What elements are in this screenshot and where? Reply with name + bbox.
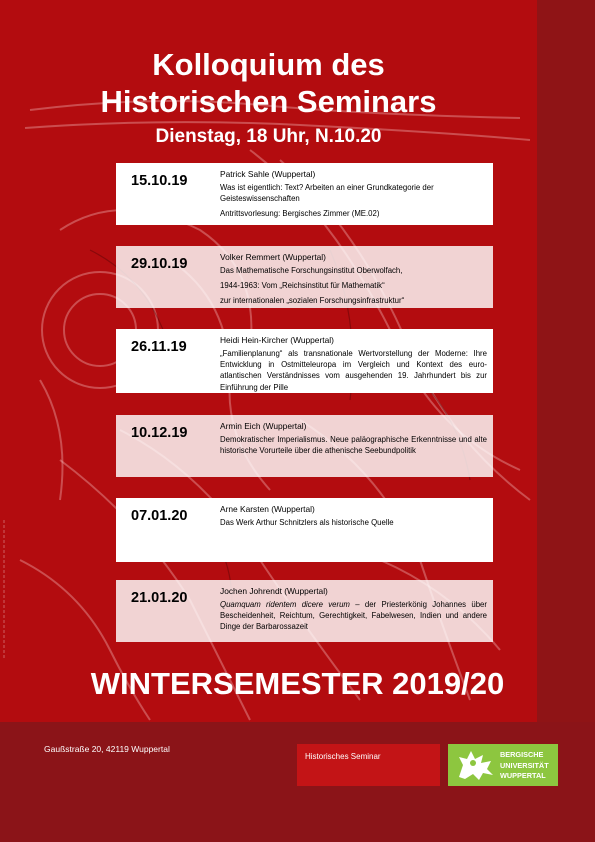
title-line-2: Historischen Seminars (100, 84, 437, 119)
semester-heading: WINTERSEMESTER 2019/20 (90, 666, 505, 701)
event-speaker: Armin Eich (Wuppertal) (220, 421, 307, 431)
event-card (116, 415, 493, 477)
logo-text (500, 750, 549, 782)
event-date: 15.10.19 (131, 173, 188, 189)
footer (0, 722, 595, 842)
event-date: 26.11.19 (131, 339, 187, 355)
event-card (116, 163, 493, 225)
event-title-rest: – der Priesterkönig Johannes über Bescheidenheit, Reichtum, Gerechtigkeit, Fabelwesen, Indien und andere Dinge der Barbarossazeit (220, 600, 487, 632)
logo-line-3: WUPPERTAL (500, 771, 546, 780)
event-card (116, 329, 493, 393)
event-note: Antrittsvorlesung: Bergisches Zimmer (ME.02) (220, 209, 380, 219)
subtitle: Dienstag, 18 Uhr, N.10.20 (155, 126, 382, 147)
event-date: 21.01.20 (131, 590, 188, 606)
event-speaker: Arne Karsten (Wuppertal) (220, 504, 315, 514)
event-speaker: Patrick Sahle (Wuppertal) (220, 169, 316, 179)
event-date: 07.01.20 (131, 508, 188, 524)
event-title: Das Werk Arthur Schnitzlers als historische Quelle (220, 518, 394, 527)
event-speaker: Volker Remmert (Wuppertal) (220, 252, 326, 262)
university-logo (448, 744, 558, 786)
vertical-fine-print (2, 520, 6, 660)
event-description (220, 265, 487, 307)
event-description (220, 599, 487, 633)
title-line-1: Kolloquium des (152, 47, 385, 82)
event-description (220, 182, 487, 220)
event-title: Was ist eigentlich: Text? Arbeiten an einer Grundkategorie der Geisteswissenschaften (220, 183, 434, 204)
address-text: Gaußstraße 20, 42119 Wuppertal (44, 744, 170, 754)
event-title: „Familienplanung“ als transnationale Wertvorstellung der Moderne: Ihre Entwicklung in Ostmitteleuropa im Vergleich und Kontext des euro-atlantischen Verständnisses vom ausgehenden 19. Jahrhundert bis zur Einführung der Pille (220, 349, 487, 392)
lion-icon (453, 747, 499, 783)
event-title (220, 599, 487, 633)
event-title-line: Das Mathematische Forschungsinstitut Oberwolfach, (220, 266, 403, 275)
side-strip (537, 0, 595, 722)
logo-line-1: BERGISCHE (500, 750, 544, 759)
event-card (116, 580, 493, 642)
event-date: 10.12.19 (131, 425, 188, 441)
event-title-line: zur internationalen „sozialen Forschungsinfrastruktur“ (220, 296, 405, 306)
event-title: Demokratischer Imperialismus. Neue paläographische Erkenntnisse und alte historische Vorurteile über die athenische Seebundpolitik (220, 435, 487, 456)
event-speaker: Heidi Hein-Kircher (Wuppertal) (220, 335, 334, 345)
logo-line-2: UNIVERSITÄT (500, 760, 549, 770)
event-speaker: Jochen Johrendt (Wuppertal) (220, 586, 328, 596)
institute-box (297, 744, 440, 786)
institute-label: Historisches Seminar (305, 752, 381, 761)
event-description (220, 434, 487, 456)
event-title-latin: Quamquam ridentem dicere verum (220, 600, 350, 609)
event-date: 29.10.19 (131, 256, 188, 272)
event-card (116, 498, 493, 562)
event-description (220, 348, 487, 393)
event-description (220, 517, 487, 528)
event-title-line: 1944-1963: Vom „Reichsinstitut für Mathematik“ (220, 281, 385, 291)
event-card (116, 246, 493, 308)
